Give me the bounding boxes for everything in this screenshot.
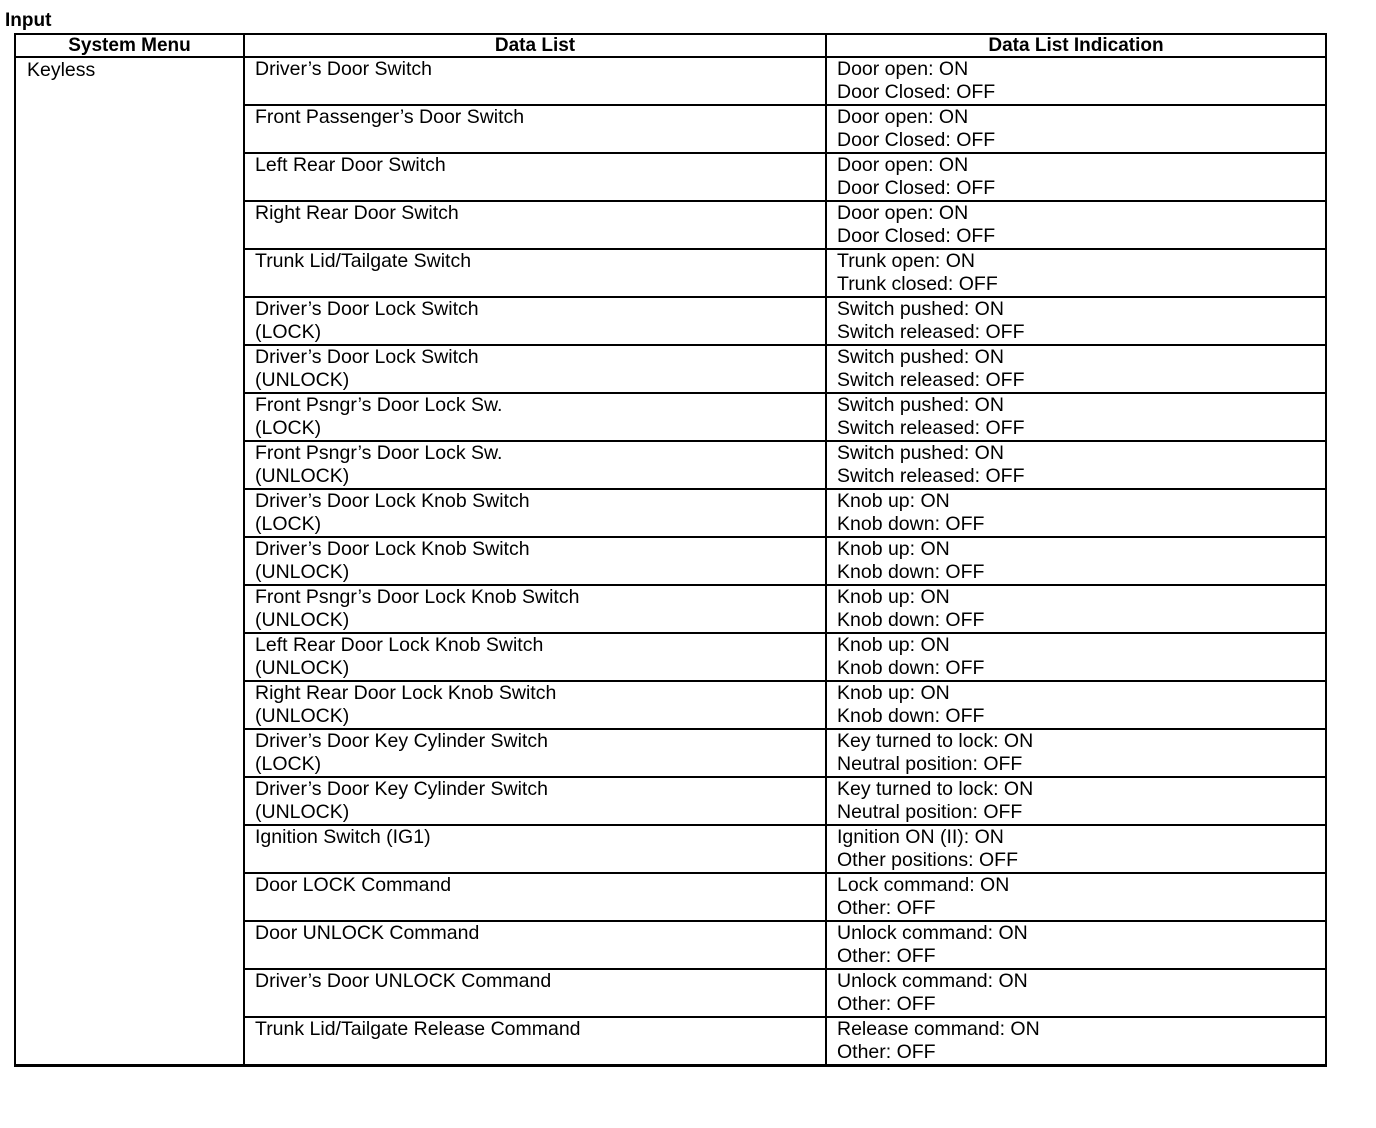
data-list-cell (244, 297, 826, 345)
data-list-item-line: (UNLOCK) (255, 705, 350, 727)
data-list-item-line: Left Rear Door Lock Knob Switch (255, 634, 544, 656)
indication-line: Knob up: ON (837, 490, 950, 512)
data-list-item-line: Front Psngr’s Door Lock Knob Switch (255, 586, 580, 608)
indication-cell (826, 537, 1326, 585)
indication-line: Ignition ON (II): ON (837, 826, 1004, 848)
data-list-item-line: Door LOCK Command (255, 874, 452, 896)
indication-line: Knob up: ON (837, 586, 950, 608)
indication-cell (826, 345, 1326, 393)
indication-cell (826, 393, 1326, 441)
data-list-item-line: (LOCK) (255, 321, 322, 343)
data-list-cell (244, 633, 826, 681)
data-list-item-line: (UNLOCK) (255, 561, 350, 583)
indication-line: Neutral position: OFF (837, 801, 1023, 823)
indication-line: Knob down: OFF (837, 609, 985, 631)
data-list-item-line: Left Rear Door Switch (255, 154, 446, 176)
indication-line: Knob up: ON (837, 538, 950, 560)
indication-line: Release command: ON (837, 1018, 1040, 1040)
indication-line: Trunk open: ON (837, 250, 976, 272)
data-list-item-line: (LOCK) (255, 513, 322, 535)
indication-line: Switch pushed: ON (837, 298, 1004, 320)
indication-line: Lock command: ON (837, 874, 1010, 896)
indication-cell (826, 729, 1326, 777)
indication-line: Switch released: OFF (837, 417, 1025, 439)
indication-cell (826, 633, 1326, 681)
data-list-cell (244, 537, 826, 585)
section-title: Input (5, 10, 52, 31)
indication-line: Knob down: OFF (837, 513, 985, 535)
data-list-cell (244, 249, 826, 297)
indication-cell (826, 825, 1326, 873)
data-list-item-line: Driver’s Door Lock Switch (255, 298, 479, 320)
data-list-table (14, 33, 1327, 1067)
data-list-item-line: (UNLOCK) (255, 609, 350, 631)
indication-line: Other: OFF (837, 1041, 936, 1063)
indication-line: Switch pushed: ON (837, 394, 1004, 416)
data-list-item-line: (UNLOCK) (255, 369, 350, 391)
indication-line: Unlock command: ON (837, 970, 1028, 992)
data-list-item-line: Trunk Lid/Tailgate Release Command (255, 1018, 581, 1040)
data-list-item-line: Right Rear Door Switch (255, 202, 459, 224)
indication-line: Knob up: ON (837, 634, 950, 656)
data-list-cell (244, 345, 826, 393)
indication-cell (826, 681, 1326, 729)
data-list-item-line: Ignition Switch (IG1) (255, 826, 431, 848)
data-list-item-line: Driver’s Door UNLOCK Command (255, 970, 552, 992)
data-list-item-line: Driver’s Door Lock Knob Switch (255, 490, 530, 512)
indication-cell (826, 777, 1326, 825)
data-list-cell (244, 921, 826, 969)
data-list-cell (244, 153, 826, 201)
data-list-item-line: Driver’s Door Key Cylinder Switch (255, 730, 548, 752)
data-list-item-line: Trunk Lid/Tailgate Switch (255, 250, 472, 272)
indication-cell (826, 873, 1326, 921)
indication-cell (826, 297, 1326, 345)
data-list-cell (244, 969, 826, 1017)
data-list-item-line: (LOCK) (255, 753, 322, 775)
data-list-cell (244, 729, 826, 777)
indication-line: Key turned to lock: ON (837, 778, 1034, 800)
indication-line: Knob up: ON (837, 682, 950, 704)
indication-line: Switch released: OFF (837, 369, 1025, 391)
data-list-item-line: Driver’s Door Switch (255, 58, 432, 80)
indication-line: Door open: ON (837, 106, 969, 128)
data-list-cell (244, 825, 826, 873)
data-list-cell (244, 777, 826, 825)
indication-cell (826, 249, 1326, 297)
data-list-item-line: Driver’s Door Lock Switch (255, 346, 479, 368)
data-list-item-line: Front Psngr’s Door Lock Sw. (255, 442, 503, 464)
indication-cell (826, 153, 1326, 201)
indication-cell (826, 441, 1326, 489)
indication-line: Switch released: OFF (837, 465, 1025, 487)
data-list-cell (244, 681, 826, 729)
header-data-list-indication: Data List Indication (826, 34, 1326, 57)
indication-line: Switch released: OFF (837, 321, 1025, 343)
indication-cell (826, 969, 1326, 1017)
indication-line: Switch pushed: ON (837, 346, 1004, 368)
header-system-menu: System Menu (15, 34, 244, 57)
data-list-cell (244, 57, 826, 105)
data-list-item-line: Door UNLOCK Command (255, 922, 480, 944)
system-menu-cell: Keyless (15, 57, 244, 1066)
indication-cell (826, 57, 1326, 105)
indication-line: Unlock command: ON (837, 922, 1028, 944)
data-list-cell (244, 585, 826, 633)
indication-line: Door open: ON (837, 154, 969, 176)
indication-line: Other: OFF (837, 993, 936, 1015)
indication-line: Other positions: OFF (837, 849, 1018, 871)
indication-cell (826, 1017, 1326, 1066)
indication-cell (826, 489, 1326, 537)
indication-line: Switch pushed: ON (837, 442, 1004, 464)
indication-cell (826, 921, 1326, 969)
table-body (15, 57, 1326, 1066)
table-header-row (15, 34, 1326, 57)
indication-line: Trunk closed: OFF (837, 273, 998, 295)
data-list-cell (244, 873, 826, 921)
data-list-item-line: (LOCK) (255, 417, 322, 439)
indication-line: Knob down: OFF (837, 657, 985, 679)
data-list-item-line: Front Psngr’s Door Lock Sw. (255, 394, 503, 416)
data-list-cell (244, 201, 826, 249)
data-list-item-line: (UNLOCK) (255, 465, 350, 487)
data-list-cell (244, 489, 826, 537)
indication-line: Door Closed: OFF (837, 177, 996, 199)
indication-cell (826, 105, 1326, 153)
indication-line: Other: OFF (837, 897, 936, 919)
data-list-item-line: (UNLOCK) (255, 657, 350, 679)
data-list-item-line: Front Passenger’s Door Switch (255, 106, 525, 128)
data-list-cell (244, 1017, 826, 1066)
header-data-list: Data List (244, 34, 826, 57)
indication-line: Door Closed: OFF (837, 225, 996, 247)
indication-line: Door open: ON (837, 202, 969, 224)
indication-line: Other: OFF (837, 945, 936, 967)
table-row (15, 57, 1326, 105)
indication-line: Door Closed: OFF (837, 81, 996, 103)
indication-line: Door Closed: OFF (837, 129, 996, 151)
indication-line: Neutral position: OFF (837, 753, 1023, 775)
data-list-item-line: Driver’s Door Key Cylinder Switch (255, 778, 548, 800)
indication-cell (826, 585, 1326, 633)
indication-line: Key turned to lock: ON (837, 730, 1034, 752)
data-list-item-line: (UNLOCK) (255, 801, 350, 823)
data-list-cell (244, 393, 826, 441)
data-list-item-line: Driver’s Door Lock Knob Switch (255, 538, 530, 560)
data-list-cell (244, 105, 826, 153)
indication-line: Knob down: OFF (837, 561, 985, 583)
indication-line: Door open: ON (837, 58, 969, 80)
indication-line: Knob down: OFF (837, 705, 985, 727)
indication-cell (826, 201, 1326, 249)
data-list-item-line: Right Rear Door Lock Knob Switch (255, 682, 557, 704)
data-list-cell (244, 441, 826, 489)
